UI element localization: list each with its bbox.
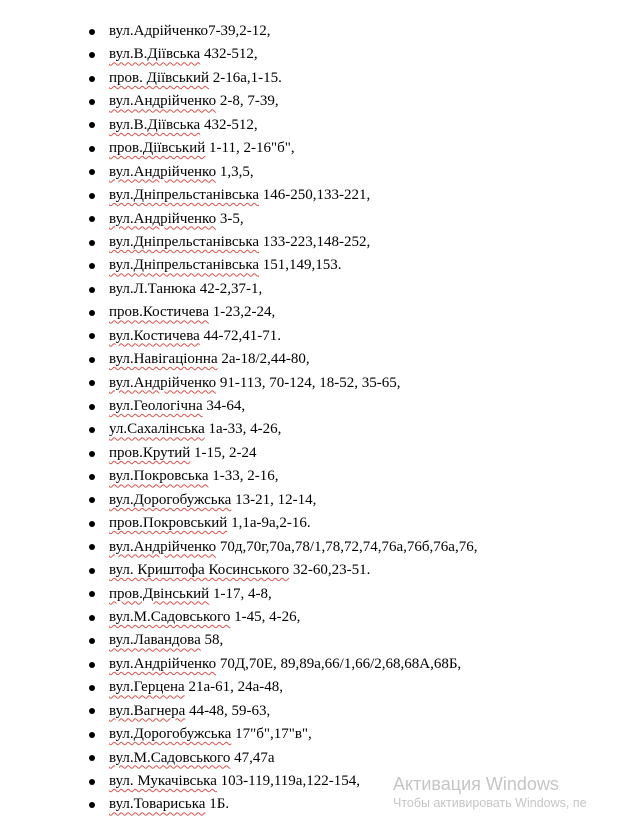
list-item (89, 418, 609, 441)
bullet-icon (89, 193, 95, 199)
list-item (89, 606, 609, 629)
house-numbers: 1,3,5, (216, 163, 254, 180)
bullet-icon (89, 544, 95, 550)
house-numbers: 44-48, 59-63, (185, 702, 271, 719)
street-name: вул.Герцена (109, 679, 185, 696)
street-name: пров. Діївський (109, 69, 210, 86)
house-numbers: 32-60,23-51. (289, 562, 371, 579)
list-item-text (109, 629, 223, 652)
bullet-icon (89, 755, 95, 761)
bullet-icon (89, 404, 95, 410)
list-item-text (109, 536, 477, 559)
list-item (89, 184, 609, 207)
list-item-text (109, 653, 461, 676)
house-numbers: 7-39,2-12, (208, 23, 271, 39)
street-name: вул.В.Діївська (109, 46, 201, 63)
bullet-icon (89, 216, 95, 222)
list-item-text (109, 325, 281, 348)
house-numbers: 1-11, 2-16"б", (205, 140, 295, 157)
list-item-text (109, 770, 360, 793)
list-item (89, 325, 609, 348)
list-item-text (109, 208, 244, 231)
bullet-icon (89, 240, 95, 246)
list-item (89, 723, 609, 746)
list-item (89, 20, 609, 43)
list-item (89, 254, 609, 277)
bullet-icon (89, 779, 95, 785)
bullet-icon (89, 521, 95, 527)
street-name: вул.Андрійченко (109, 163, 217, 180)
list-item (89, 747, 609, 770)
list-item-text (109, 559, 370, 582)
list-item-text (109, 90, 279, 113)
street-name: пров.Діївський (109, 140, 206, 157)
bullet-icon (89, 169, 95, 175)
street-name: вул.Адрійченко (109, 23, 209, 39)
list-item-text (109, 254, 342, 277)
list-item (89, 43, 609, 66)
watermark-title: Активация Windows (393, 774, 559, 794)
street-name: вул.Дорогобужська (109, 726, 232, 743)
bullet-icon (89, 568, 95, 574)
list-item (89, 512, 609, 535)
house-numbers: 151,149,153. (259, 257, 342, 274)
list-item (89, 489, 609, 512)
list-item (89, 348, 609, 371)
list-item-text (109, 395, 245, 418)
street-name: вул.Андрійченко (109, 374, 217, 391)
list-item (89, 465, 609, 488)
list-item (89, 278, 609, 301)
house-numbers: 70д,70г,70а,78/1,78,72,74,76а,76б,76а,76, (216, 538, 478, 555)
street-name: вул.Андрійченко (109, 93, 217, 110)
list-item-text (109, 465, 278, 488)
list-item-text (109, 372, 401, 395)
street-name: ул.Сахалінська (109, 421, 205, 438)
house-numbers: 133-223,148-252, (259, 233, 371, 250)
list-item (89, 114, 609, 137)
street-name: вул.Покровська (109, 468, 209, 485)
street-name: пров.Двінський (109, 585, 210, 602)
list-item-text (109, 161, 254, 184)
list-item (89, 536, 609, 559)
street-name: вул.Андрійченко (109, 538, 217, 555)
bullet-icon (89, 708, 95, 714)
bullet-icon (89, 474, 95, 480)
list-item (89, 231, 609, 254)
house-numbers: 70Д,70Е, 89,89а,66/1,66/2,68,68А,68Б, (216, 655, 462, 672)
list-item-text (109, 442, 257, 465)
street-name: вул.Л.Танюка (109, 280, 196, 297)
street-name: вул.М.Садовського (109, 749, 231, 766)
street-name: вул. Криштофа Косинського (109, 562, 290, 579)
bullet-icon (89, 662, 95, 668)
list-item-text (109, 606, 300, 629)
bullet-icon (89, 380, 95, 386)
street-name: вул.Вагнера (109, 702, 186, 719)
house-numbers: 17"б",17"в", (231, 726, 312, 743)
street-name: вул.Андрійченко (109, 210, 217, 227)
bullet-icon (89, 615, 95, 621)
street-name: вул.Андрійченко (109, 655, 217, 672)
house-numbers: 146-250,133-221, (259, 187, 371, 204)
list-item-text (109, 43, 258, 66)
street-name: вул.Дорогобужська (109, 491, 232, 508)
street-name: вул.Костичева (109, 327, 200, 344)
list-item-text (109, 676, 283, 699)
bullet-icon (89, 310, 95, 316)
bullet-icon (89, 146, 95, 152)
street-name: пров.Костичева (109, 304, 209, 321)
bullet-icon (89, 357, 95, 363)
house-numbers: 58, (200, 632, 224, 649)
list-item-text (109, 418, 281, 441)
bullet-icon (89, 263, 95, 269)
house-numbers: 2а-18/2,44-80, (217, 351, 310, 368)
list-item (89, 676, 609, 699)
list-item (89, 629, 609, 652)
house-numbers: 21а-61, 24а-48, (184, 679, 284, 696)
list-item-text (109, 583, 272, 606)
street-list (89, 20, 609, 817)
house-numbers: 42-2,37-1, (195, 280, 263, 297)
list-item-text (109, 489, 316, 512)
house-numbers: 1-33, 2-16, (208, 468, 279, 485)
street-name: вул.Дніпрельстанівська (109, 257, 260, 274)
bullet-icon (89, 427, 95, 433)
street-name: пров.Покровський (109, 515, 228, 532)
bullet-icon (89, 122, 95, 128)
list-item-text (109, 700, 270, 723)
house-numbers: 1-45, 4-26, (230, 608, 301, 625)
house-numbers: 47,47а (230, 749, 275, 766)
house-numbers: 432-512, (200, 46, 258, 63)
list-item-text (109, 747, 275, 770)
list-item (89, 137, 609, 160)
house-numbers: 2-8, 7-39, (216, 93, 279, 110)
list-item (89, 442, 609, 465)
list-item-text (109, 723, 312, 746)
bullet-icon (89, 802, 95, 808)
list-item (89, 583, 609, 606)
list-item-text (109, 114, 258, 137)
list-item (89, 372, 609, 395)
windows-activation-watermark (393, 773, 587, 811)
bullet-icon (89, 52, 95, 58)
bullet-icon (89, 591, 95, 597)
house-numbers: 432-512, (200, 116, 258, 133)
list-item (89, 395, 609, 418)
street-name: вул.Дніпрельстанівська (109, 233, 260, 250)
list-item-text (109, 67, 282, 90)
house-numbers: 3-5, (216, 210, 244, 227)
street-name: вул.Геологічна (109, 398, 203, 414)
list-item-text (109, 20, 271, 43)
list-item (89, 161, 609, 184)
list-item (89, 700, 609, 723)
street-name: вул.Товариська (109, 796, 206, 813)
list-item (89, 559, 609, 582)
list-item-text (109, 793, 229, 816)
list-item (89, 653, 609, 676)
list-item-text (109, 301, 275, 324)
list-item (89, 208, 609, 231)
bullet-icon (89, 451, 95, 457)
list-item-text (109, 137, 295, 160)
house-numbers: 1-23,2-24, (208, 304, 276, 321)
house-numbers: 1Б. (205, 796, 230, 813)
house-numbers: 1-15, 2-24 (190, 444, 257, 461)
list-item (89, 90, 609, 113)
bullet-icon (89, 99, 95, 105)
list-item-text (109, 348, 310, 371)
street-name: вул.Навігаціонна (109, 351, 218, 368)
list-item-text (109, 231, 370, 254)
list-item-text (109, 278, 262, 301)
watermark-subtitle: Чтобы активировать Windows, пе (393, 796, 587, 810)
bullet-icon (89, 29, 95, 35)
house-numbers: 1,1а-9а,2-16. (227, 515, 311, 532)
list-item (89, 67, 609, 90)
house-numbers: 2-16а,1-15. (209, 69, 282, 86)
list-item-text (109, 512, 311, 535)
street-name: вул.М.Садовського (109, 608, 231, 625)
bullet-icon (89, 333, 95, 339)
bullet-icon (89, 685, 95, 691)
street-name: вул.Дніпрельстанівська (109, 187, 260, 204)
house-numbers: 13-21, 12-14, (231, 491, 317, 508)
house-numbers: 1а-33, 4-26, (204, 421, 282, 438)
house-numbers: 91-113, 70-124, 18-52, 35-65, (216, 374, 401, 391)
street-name: вул.В.Діївська (109, 116, 201, 133)
bullet-icon (89, 732, 95, 738)
list-item-text (109, 184, 370, 207)
street-name: вул.Лавандова (109, 632, 201, 649)
bullet-icon (89, 497, 95, 503)
street-name: вул. Мукачівська (109, 773, 217, 789)
bullet-icon (89, 287, 95, 293)
street-name: пров.Крутий (109, 444, 191, 461)
list-item (89, 301, 609, 324)
bullet-icon (89, 638, 95, 644)
house-numbers: 44-72,41-71. (199, 327, 282, 344)
bullet-icon (89, 76, 95, 82)
house-numbers: 1-17, 4-8, (209, 585, 272, 602)
house-numbers: 103-119,119а,122-154, (216, 773, 360, 789)
house-numbers: 34-64, (202, 398, 246, 414)
